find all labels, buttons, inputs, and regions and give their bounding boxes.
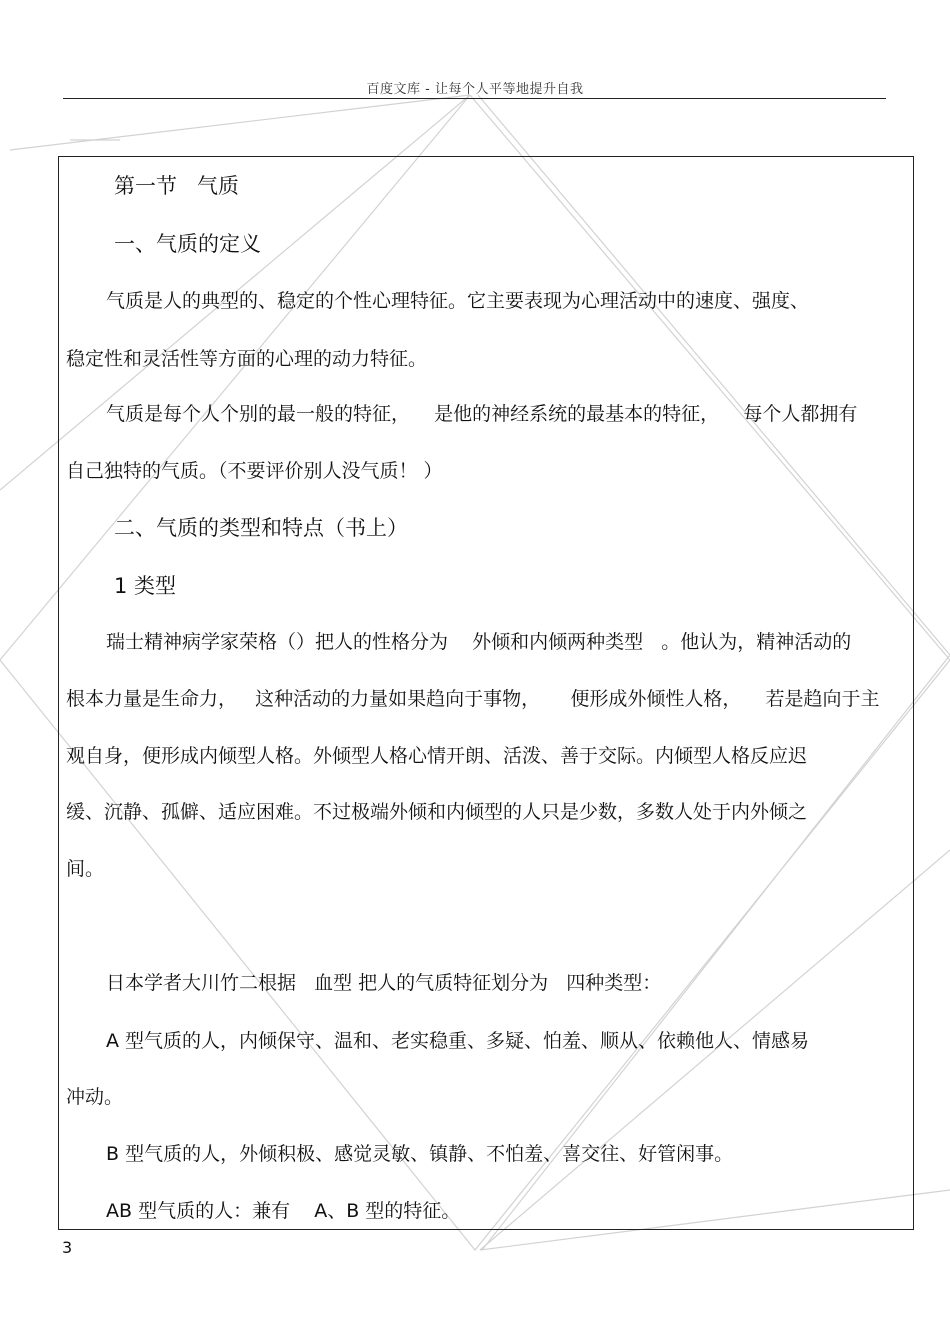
header-rule bbox=[63, 98, 886, 99]
para-5-line-1: A 型气质的人，内倾保守、温和、老实稳重、多疑、怕羞、顺从、依赖他人、情感易 bbox=[106, 1030, 810, 1052]
para-2-line-1: 气质是每个人个别的最一般的特征， 是他的神经系统的最基本的特征， 每个人都拥有 bbox=[106, 403, 858, 425]
heading-type-1: 1 类型 bbox=[114, 574, 177, 598]
para-3-line-3: 观自身，便形成内倾型人格。外倾型人格心情开朗、活泼、善于交际。内倾型人格反应迟 bbox=[66, 745, 808, 767]
heading-types: 二、气质的类型和特点（书上） bbox=[114, 516, 408, 540]
header-title: 百度文库 - 让每个人平等地提升自我 bbox=[366, 82, 584, 97]
para-3-line-2: 根本力量是生命力， 这种活动的力量如果趋向于事物， 便形成外倾性人格， 若是趋向于主 bbox=[66, 688, 880, 710]
para-3-line-1: 瑞士精神病学家荣格（）把人的性格分为 外倾和内倾两种类型 。他认为，精神活动的 bbox=[106, 631, 852, 653]
para-7: AB 型气质的人：兼有 A、B 型的特征。 bbox=[106, 1200, 461, 1222]
section-title: 第一节 气质 bbox=[114, 174, 240, 198]
para-1-line-2: 稳定性和灵活性等方面的心理的动力特征。 bbox=[66, 348, 428, 370]
para-4: 日本学者大川竹二根据 血型 把人的气质特征划分为 四种类型： bbox=[106, 972, 662, 994]
para-5-line-2: 冲动。 bbox=[66, 1086, 124, 1108]
para-1-line-1: 气质是人的典型的、稳定的个性心理特征。它主要表现为心理活动中的速度、强度、 bbox=[106, 290, 810, 312]
para-3-line-4: 缓、沉静、孤僻、适应困难。不过极端外倾和内倾型的人只是少数，多数人处于内外倾之 bbox=[66, 801, 808, 823]
para-6: B 型气质的人，外倾积极、感觉灵敏、镇静、不怕羞、喜交往、好管闲事。 bbox=[106, 1143, 734, 1165]
para-2-line-2: 自己独特的气质。（不要评价别人没气质！ ） bbox=[66, 460, 443, 482]
para-3-line-5: 间。 bbox=[66, 858, 105, 880]
page-number: 3 bbox=[62, 1238, 73, 1257]
heading-definition: 一、气质的定义 bbox=[114, 232, 261, 256]
